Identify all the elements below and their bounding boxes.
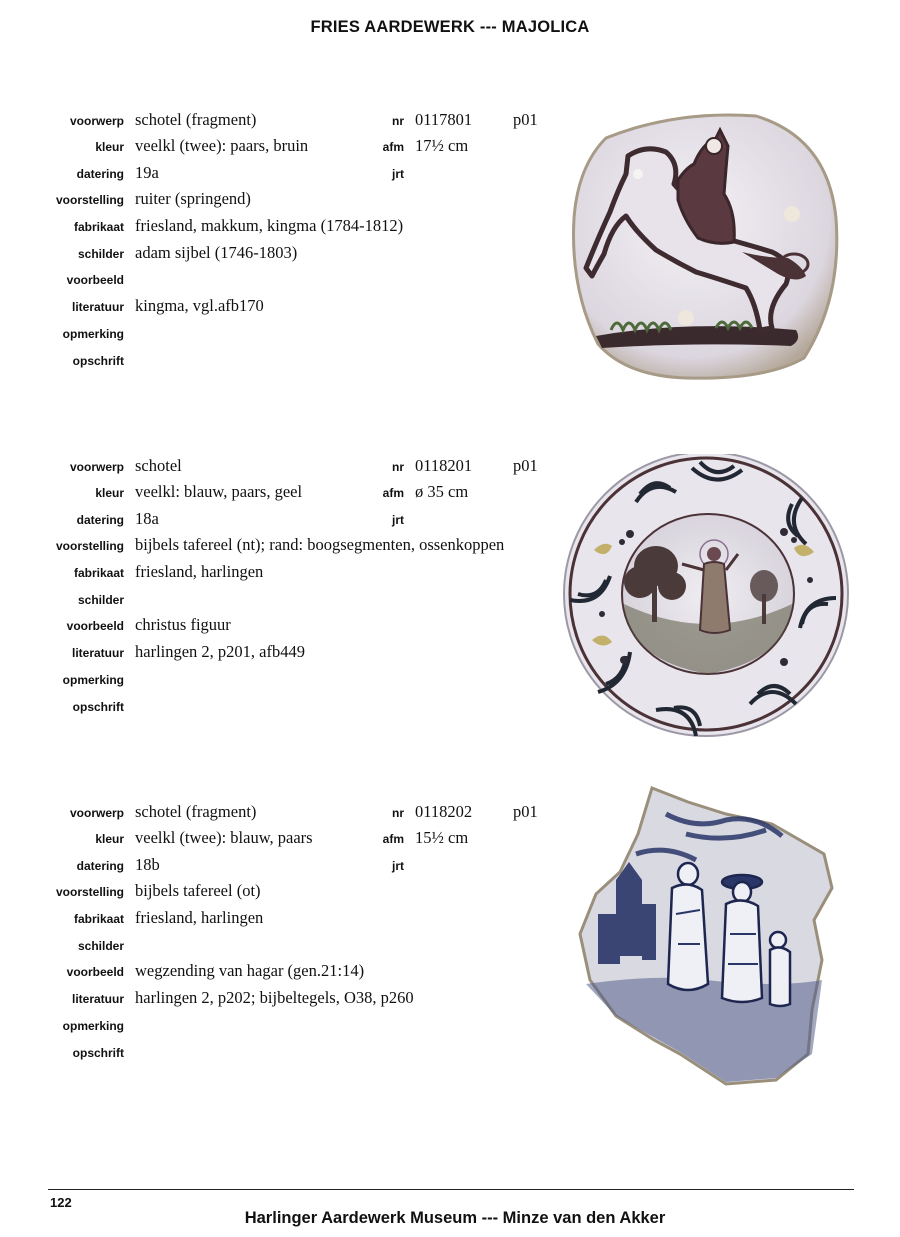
label-opschrift: opschrift: [72, 354, 124, 368]
label-schilder: schilder: [77, 593, 124, 607]
catalog-entry-0118201: [0, 454, 900, 754]
catalog-entry-0117801: [0, 108, 900, 408]
label-voorwerp: voorwerp: [69, 806, 124, 820]
round-dish-christ-figure-icon: [560, 454, 850, 742]
value-afm: ø 35 cm: [415, 482, 469, 501]
label-kleur: kleur: [95, 832, 124, 846]
value-kleur: veelkl (twee): blauw, paars: [135, 828, 313, 847]
value-nr: 0118201: [415, 456, 473, 475]
label-kleur: kleur: [95, 486, 124, 500]
label-afm: afm: [382, 140, 404, 154]
label-voorbeeld: voorbeeld: [66, 273, 124, 287]
label-voorwerp: voorwerp: [69, 114, 124, 128]
label-voorbeeld: voorbeeld: [66, 965, 124, 979]
label-literatuur: literatuur: [71, 992, 124, 1006]
page-title: FRIES AARDEWERK --- MAJOLICA: [310, 18, 590, 36]
value-voorwerp: schotel: [135, 456, 182, 475]
value-nr: 0117801: [415, 110, 473, 129]
value-kleur: veelkl: blauw, paars, geel: [135, 482, 303, 501]
value-afm: 17½ cm: [415, 136, 469, 155]
value-datering: 19a: [135, 163, 159, 182]
label-nr: nr: [392, 806, 404, 820]
value-literatuur: harlingen 2, p201, afb449: [135, 642, 306, 661]
value-datering: 18b: [135, 855, 160, 874]
label-fabrikaat: fabrikaat: [73, 220, 124, 234]
label-voorwerp: voorwerp: [69, 460, 124, 474]
value-afm: 15½ cm: [415, 828, 469, 847]
plate-fragment-hagar-scene-icon: [576, 784, 842, 1088]
label-afm: afm: [382, 832, 404, 846]
label-schilder: schilder: [77, 939, 124, 953]
value-literatuur: harlingen 2, p202; bijbeltegels, O38, p260: [135, 988, 414, 1007]
label-kleur: kleur: [95, 140, 124, 154]
label-afm: afm: [382, 486, 404, 500]
value-voorwerp: schotel (fragment): [135, 802, 257, 821]
value-fabrikaat: friesland, makkum, kingma (1784-1812): [135, 216, 404, 235]
value-datering: 18a: [135, 509, 159, 528]
label-literatuur: literatuur: [71, 300, 124, 314]
value-fabrikaat: friesland, harlingen: [135, 562, 264, 581]
value-voorbeeld: christus figuur: [135, 615, 231, 634]
label-datering: datering: [76, 859, 124, 873]
label-voorbeeld: voorbeeld: [66, 619, 124, 633]
page-number: 122: [50, 1195, 72, 1210]
value-code: p01: [513, 802, 538, 821]
value-voorstelling: bijbels tafereel (ot): [135, 881, 261, 900]
value-voorwerp: schotel (fragment): [135, 110, 257, 129]
footer-title: Harlinger Aardewerk Museum --- Minze van den Akker: [244, 1209, 666, 1227]
label-opmerking: opmerking: [62, 673, 124, 687]
label-datering: datering: [76, 513, 124, 527]
value-voorstelling: ruiter (springend): [135, 189, 251, 208]
label-jrt: jrt: [392, 167, 404, 181]
value-schilder: adam sijbel (1746-1803): [135, 243, 298, 262]
value-kleur: veelkl (twee): paars, bruin: [135, 136, 309, 155]
value-code: p01: [513, 110, 538, 129]
label-opmerking: opmerking: [62, 327, 124, 341]
label-opschrift: opschrift: [72, 700, 124, 714]
value-literatuur: kingma, vgl.afb170: [135, 296, 264, 315]
value-code: p01: [513, 456, 538, 475]
label-fabrikaat: fabrikaat: [73, 912, 124, 926]
label-opmerking: opmerking: [62, 1019, 124, 1033]
label-jrt: jrt: [392, 859, 404, 873]
catalog-entry-0118202: [0, 800, 900, 1100]
plate-fragment-horse-rider-icon: [566, 108, 842, 386]
label-nr: nr: [392, 114, 404, 128]
label-fabrikaat: fabrikaat: [73, 566, 124, 580]
label-datering: datering: [76, 167, 124, 181]
label-literatuur: literatuur: [71, 646, 124, 660]
value-voorbeeld: wegzending van hagar (gen.21:14): [135, 961, 365, 980]
value-fabrikaat: friesland, harlingen: [135, 908, 264, 927]
value-nr: 0118202: [415, 802, 473, 821]
label-schilder: schilder: [77, 247, 124, 261]
footer-divider: [48, 1189, 854, 1190]
label-jrt: jrt: [392, 513, 404, 527]
label-voorstelling: voorstelling: [55, 885, 124, 899]
label-opschrift: opschrift: [72, 1046, 124, 1060]
label-nr: nr: [392, 460, 404, 474]
label-voorstelling: voorstelling: [55, 193, 124, 207]
value-voorstelling: bijbels tafereel (nt); rand: boogsegmenten, ossenkoppen: [135, 535, 505, 554]
label-voorstelling: voorstelling: [55, 539, 124, 553]
